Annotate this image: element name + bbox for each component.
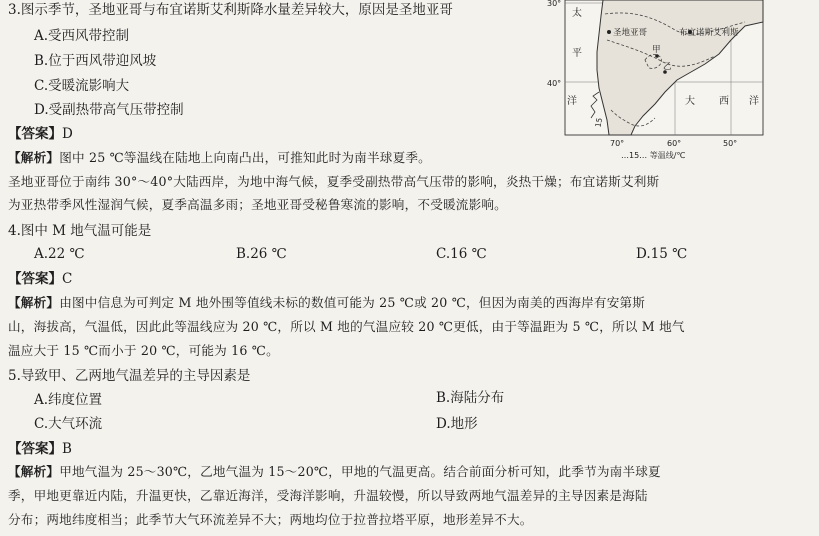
ocean-label: 平 [572,48,582,59]
isotherm-value-15: 15 [593,117,605,128]
q5-option-a: A.纬度位置 [34,392,103,408]
q4-option-a: A.22 ℃ [34,246,85,262]
q4-analysis-line-3: 温应大于 15 ℃而小于 20 ℃，可能为 16 ℃。 [8,343,279,358]
lon-label-60: 60° [667,139,682,148]
analysis-text: 图中 25 ℃等温线在陆地上向南凸出，可推知此时为南半球夏季。 [59,150,431,165]
lon-label-70: 70° [610,139,625,148]
q3-analysis-line-3: 为亚热带季风性湿润气候，夏季高温多雨；圣地亚哥受秘鲁寒流的影响，不受暖流影响。 [8,197,507,212]
q5-analysis-line-2: 季，甲地更靠近内陆，升温更快，乙靠近海洋，受海洋影响，升温较慢，所以导致两地气温差异的主导因素是海陆 [8,488,648,503]
q3-stem: 3.图示季节，圣地亚哥与布宜诺斯艾利斯降水量差异较大，原因是圣地亚哥 [8,2,453,18]
analysis-tag: 【解析】 [8,295,60,310]
q3-option-d: D.受副热带高气压带控制 [34,102,184,118]
q4-analysis-line-2: 山，海拔高，气温低，因此此等温线应为 20 ℃，所以 M 地的气温应较 20 ℃更低，由于等温距为 5 ℃，所以 M 地气 [8,319,685,334]
q5-analysis-line-3: 分布；两地纬度相当；此季节大气环流差异不大；两地均位于拉普拉塔平原，地形差异不大。 [8,512,533,527]
q3-option-c: C.受暖流影响大 [34,78,130,94]
q4-option-b: B.26 ℃ [236,246,287,262]
ocean-label: 洋 [749,96,759,107]
q5-answer [8,440,72,458]
q3-analysis-line-1 [8,149,431,167]
ocean-label: 大 [685,96,695,107]
analysis-text: 甲地气温为 25～30℃，乙地气温为 15～20℃，甲地的气温更高。结合前面分析可知，此季节为南半球夏 [59,464,661,479]
analysis-tag: 【解析】 [8,464,60,479]
ocean-label: 西 [719,96,729,107]
answer-tag: 【答案】 [8,441,62,457]
map-legend: …15… 等温线/℃ [621,151,686,160]
lat-label-40: 40° [547,79,562,88]
q3-answer [8,125,73,143]
lat-label-30: 30° [547,0,562,8]
answer-value: D [62,126,73,142]
q4-answer [8,270,72,288]
answer-value: B [62,441,72,457]
analysis-text: 由图中信息为可判定 M 地外围等值线未标的数值可能为 25 ℃或 20 ℃，但因为南美的西海岸有安第斯 [59,295,646,310]
point-label-yi: 乙 [663,62,672,72]
answer-tag: 【答案】 [8,126,62,142]
analysis-tag: 【解析】 [8,150,60,165]
q4-option-c: C.16 ℃ [436,246,487,262]
q5-option-c: C.大气环流 [34,416,103,432]
q4-analysis-line-1 [8,294,645,312]
q5-stem: 5.导致甲、乙两地气温差异的主导因素是 [8,368,251,384]
city-label-buenos-aires: 布宜诺斯艾利斯 [679,28,739,38]
answer-tag: 【答案】 [8,271,62,287]
lon-label-50: 50° [723,139,738,148]
q5-option-b: B.海陆分布 [436,390,505,406]
ocean-label: 洋 [567,96,577,107]
city-label-santiago: 圣地亚哥 [613,28,648,38]
q3-analysis-line-2: 圣地亚哥位于南纬 30°～40°大陆西岸，为地中海气候，夏季受副热带高气压带的影响，炎热干燥；布宜诺斯艾利斯 [8,174,660,189]
q5-analysis-line-1 [8,463,661,481]
point-label-jia: 甲 [652,45,661,55]
q5-option-d: D.地形 [436,416,478,432]
south-america-isotherm-map [545,0,819,160]
q4-option-d: D.15 ℃ [636,246,688,262]
q3-option-b: B.位于西风带迎风坡 [34,53,157,69]
answer-value: C [62,271,73,287]
ocean-label: 太 [572,8,582,19]
city-marker-santiago [607,30,611,34]
q4-stem: 4.图中 M 地气温可能是 [8,223,152,239]
q3-option-a: A.受西风带控制 [34,28,130,44]
